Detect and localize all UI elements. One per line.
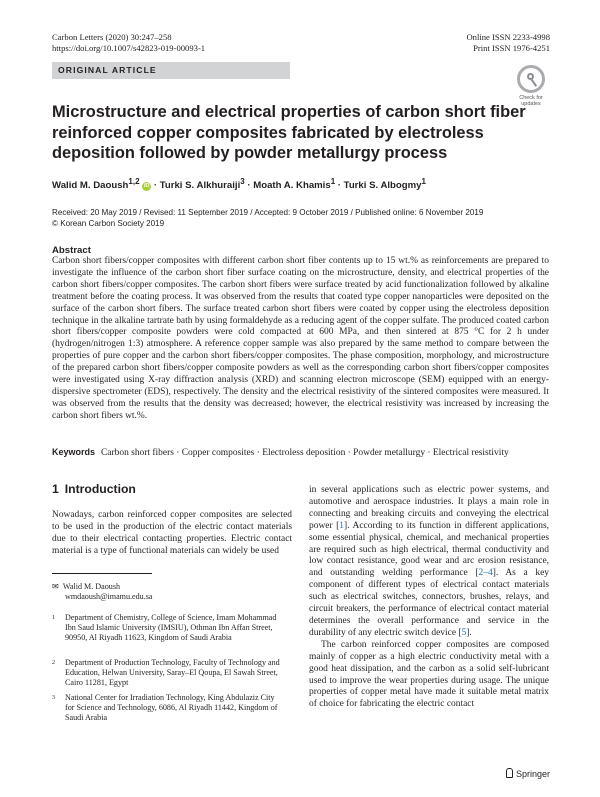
affiliation-1: 1 Department of Chemistry, College of Science, Imam Mohammad Ibn Saud Islamic University (IMSIU), Othman Ibn Affan Street, 90950, Al Riyadh 11623, Kingdom of Saudi Arabia [52, 613, 277, 642]
history-dates: Received: 20 May 2019 / Revised: 11 September 2019 / Accepted: 9 October 2019 / Published online: 6 November 2019 [52, 208, 484, 217]
affiliation-2: 2 Department of Production Technology, Faculty of Technology and Education, Helwan University, Saray–El Qoupa, El Sawah Street, Cairo 11281, Egypt [52, 658, 280, 687]
badge-line-1: Check for [519, 95, 543, 101]
keywords-list: Carbon short fibers · Copper composites · Electroless deposition · Powder metallurgy · Electrical resistivity [101, 448, 509, 458]
copyright: © Korean Carbon Society 2019 [52, 219, 165, 228]
author-affiliation-sup: 1 [330, 177, 336, 186]
publisher-name: Springer [516, 769, 551, 779]
section-number: 1 [52, 482, 59, 496]
article-type-banner: ORIGINAL ARTICLE [52, 62, 290, 79]
online-issn: Online ISSN 2233-4998 [466, 32, 550, 42]
keywords-label: Keywords [52, 447, 96, 457]
abstract-heading: Abstract [52, 245, 91, 256]
intro-paragraph-1: Nowadays, carbon reinforced copper composites are selected to be used in the production of the electric contact materials due to their electrical contacting properties. Electric contact material is a type of functional materials can widely be used [52, 510, 292, 556]
abstract-text: Carbon short fibers/copper composites with different carbon short fiber contents up to 15 wt.% as reinforcements are prepared to investigate the influence of the carbon short fiber surface coating on the microstructure, density, and electrical properties of the carbon short fibers/copper composites. The carbon short fibers were surface treated by acid functionalization followed by alkaline treatment before the coating process. It was observed from the results that coated type copper nanoparticles were deposited on the surface of the carbon short fibers. The surface treated carbon short fibers were coated by copper using the electroless deposition technique in the alkaline tartrate bath by using formaldehyde as a reducing agent of the copper sulfate. The produced coated carbon short fibers/copper composite powders were cold compacted at 600 MPa, and then sintered at 875 °C for 2 h under (hydrogen/nitrogen 1:3) atmosphere. A reference copper sample was also prepared by the same method to compare between the properties of pure copper and the carbon short fibers/copper composites. The phase composition, morphology, and microstructure of the prepared carbon short fibers/copper composite powders as well as the corresponding carbon short fibers/copper composites were investigated using X-ray diffraction analysis (XRD) and scanning electron microscope (SEM) equipped with an energy-dispersive spectrometer (EDS), respectively. The density and the electrical resistivity of the sintered composites were measured. It was observed from the results that the density was decreased; however, the electrical resistivity was increased by increasing the carbon short fibers wt.%. [52, 256, 549, 421]
doi-link[interactable]: https://doi.org/10.1007/s42823-019-00093-1 [52, 43, 206, 53]
badge-line-2: updates [521, 101, 541, 107]
article-title: Microstructure and electrical properties of carbon short fiber reinforced copper composites fabricated by electroless deposition followed by powder metallurgy process [52, 103, 526, 162]
publisher-footer [506, 768, 550, 779]
orcid-icon[interactable]: iD [143, 183, 150, 190]
author-name[interactable]: Walid M. Daoush [52, 180, 129, 192]
footnote-divider [52, 573, 152, 574]
author-affiliation-sup: 1 [421, 177, 426, 186]
author-name[interactable]: Moath A. Khamis [253, 180, 331, 192]
corresponding-author: Walid M. Daoush [62, 582, 121, 591]
print-issn: Print ISSN 1976-4251 [473, 43, 550, 53]
corresponding-email[interactable]: wmdaoush@imamu.edu.sa [65, 592, 153, 601]
left-column-text [52, 510, 292, 558]
correspondence-block [52, 582, 152, 602]
keywords [52, 447, 509, 458]
section-title: Introduction [64, 482, 136, 496]
intro-paragraph-2: The carbon reinforced copper composites are composed mainly of copper as a high electric conductivity metal with a good heat dissipation, and the carbon as a solid self-lubricant used to improve the wear properties during usage. The unique properties of copper metal have made it suitable metal matrix of choice for fabricating the electric contact [309, 639, 549, 710]
affiliation-3: 3 National Center for Irradiation Technology, King Abdulaziz City for Science and Technology, 6086, Al Riyadh 11442, Kingdom of Saudi Arabia [52, 693, 278, 722]
right-column-text [309, 485, 549, 711]
author-affiliation-sup: 3 [240, 177, 245, 186]
running-header-left [52, 32, 205, 54]
author-name[interactable]: Turki S. Alkhuraiji [159, 180, 241, 192]
running-header-right [466, 32, 550, 54]
citation-link[interactable]: 1 [339, 520, 344, 531]
envelope-icon: ✉ [52, 582, 59, 591]
check-for-updates-badge[interactable] [514, 65, 548, 107]
check-for-updates-icon [517, 65, 545, 93]
section-heading-introduction [52, 482, 136, 496]
intro-paragraph-continued: in several applications such as electric power systems, and automotive and aerospace industries. It plays a main role in connecting and breaking circuits and conveying the electrical power [1]. According to its function in different applications, some essential physical, chemical, and mechanical properties are required such as high electrical, thermal conductivity and low contact resistance, good wear and arc erosion resistance, and outstanding welding performance [2–4]. As a key component of different types of electrical contact materials such as electrical switches, connectors, brushes, relays, and circuit breakers, the performance of electrical contact material determines the overall performance and service in the durability of any electric switch device [5]. [309, 485, 549, 638]
citation-link[interactable]: 5 [461, 627, 467, 638]
author-list: Walid M. Daoush$^{1,2}$ iD · Turki S. Alkhuraiji$^3$ · Moath A. Khamis$^1$ · Turki S. Albogmy$^1$ [52, 177, 426, 192]
author-affiliation-sup: 1,2 [128, 177, 140, 186]
journal-citation: Carbon Letters (2020) 30:247–258 [52, 32, 172, 42]
author-name[interactable]: Turki S. Albogmy [343, 180, 422, 192]
citation-link[interactable]: 2–4 [478, 568, 493, 579]
publication-dates [52, 207, 483, 229]
springer-logo-icon [506, 768, 513, 778]
